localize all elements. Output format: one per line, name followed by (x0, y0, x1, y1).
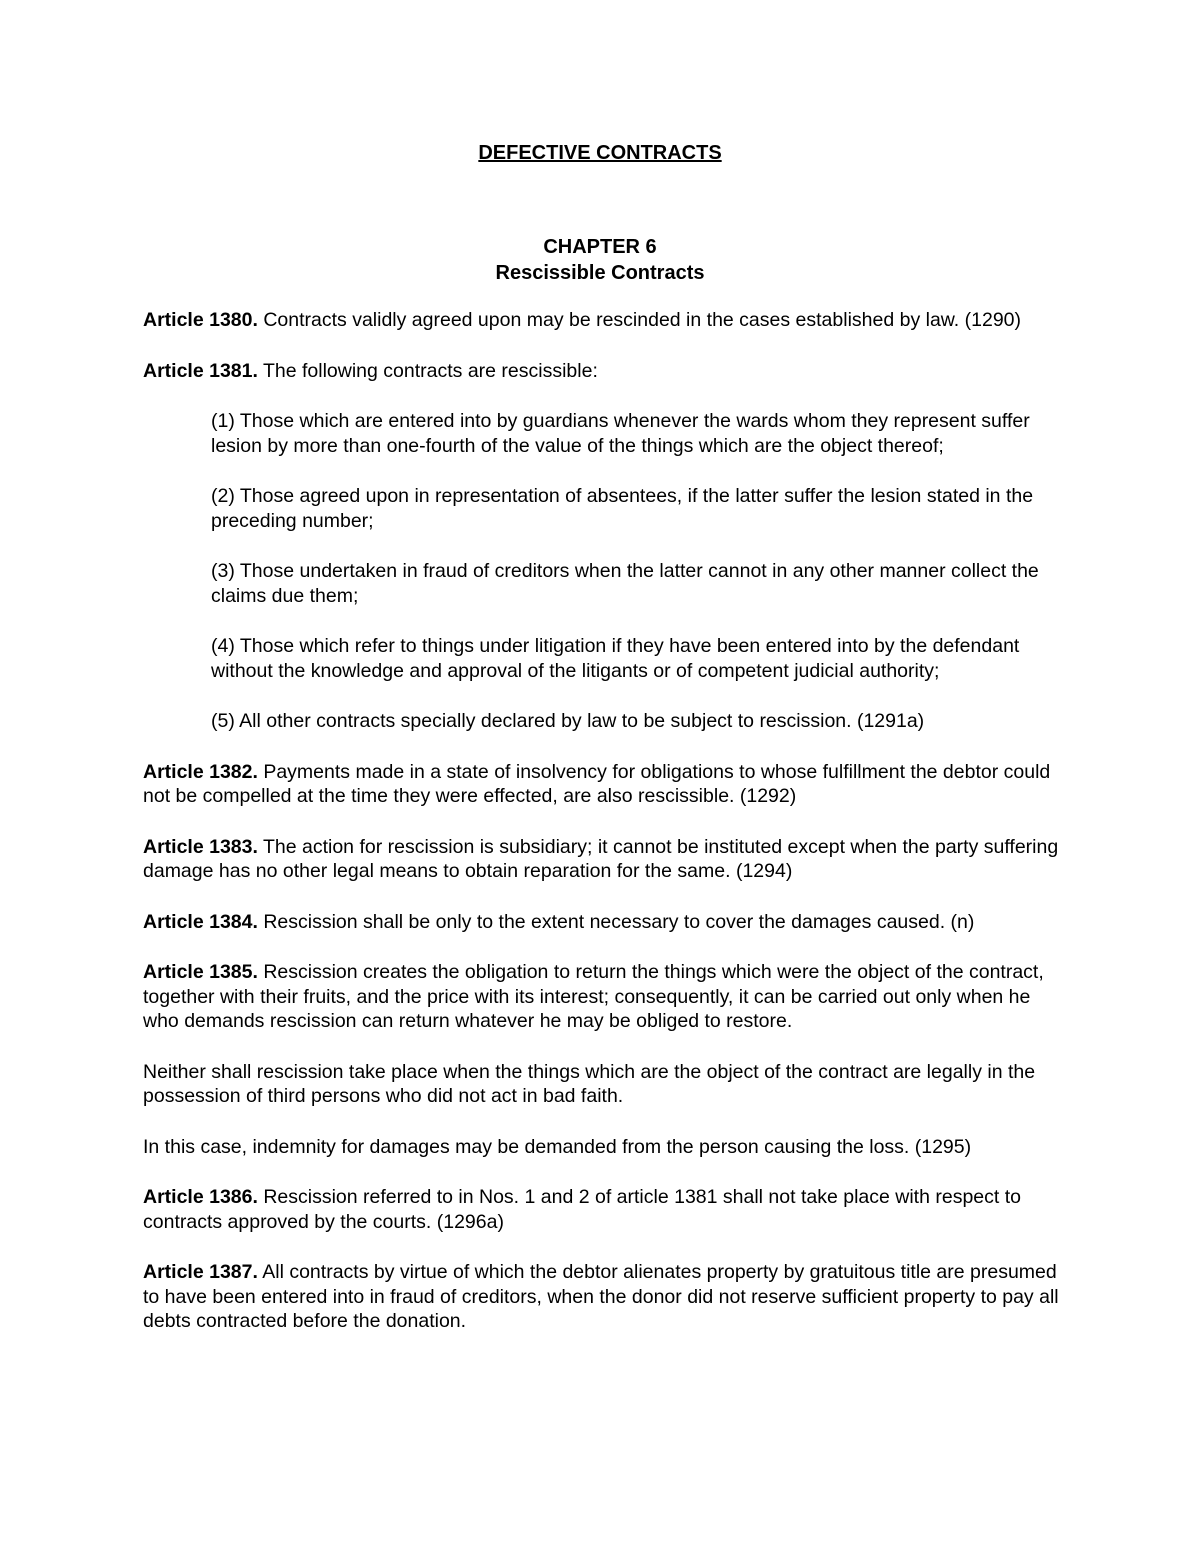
article-label: Article 1387. (143, 1261, 258, 1283)
chapter-number: CHAPTER 6 (543, 236, 657, 258)
article-paragraph (143, 760, 1063, 809)
document-title: DEFECTIVE CONTRACTS (478, 142, 722, 164)
list-item (211, 484, 1063, 533)
paragraph-text: (4) Those which refer to things under litigation if they have been entered into by the defendant without the knowledge and approval of the litigants or of competent judicial authority; (211, 635, 1020, 682)
paragraph-text: Neither shall rescission take place when the things which are the object of the contract are legally in the possession of third persons who did not act in bad faith. (143, 1060, 1036, 1107)
paragraph-text: All contracts by virtue of which the debtor alienates property by gratuitous title are presumed to have been entered into in fraud of creditors, when the donor did not reserve sufficient property to pay all debts contracted before the donation. (143, 1261, 1059, 1332)
paragraph-text: Rescission creates the obligation to return the things which were the object of the contract, together with their fruits, and the price with its interest; consequently, it can be carried out only when he who demands rescission can return whatever he may be obliged to restore. (143, 961, 1044, 1032)
paragraph-text: In this case, indemnity for damages may be demanded from the person causing the loss. (1295) (143, 1135, 972, 1158)
paragraph-text: Contracts validly agreed upon may be rescinded in the cases established by law. (1290) (257, 309, 1022, 331)
chapter-heading (0, 234, 1200, 286)
article-paragraph (143, 835, 1063, 884)
paragraph-text: (3) Those undertaken in fraud of creditors when the latter cannot in any other manner collect the claims due them; (211, 560, 1039, 607)
article-label: Article 1384. (143, 910, 258, 933)
article-label: Article 1383. (143, 835, 258, 858)
article-label: Article 1382. (143, 760, 258, 783)
article-label: Article 1381. (143, 359, 258, 382)
document-body (143, 308, 1063, 1360)
article-label: Article 1380. (143, 309, 258, 331)
paragraph-text: (5) All other contracts specially declared by law to be subject to rescission. (1291a) (211, 710, 925, 732)
article-label: Article 1386. (143, 1186, 258, 1208)
paragraph (143, 1060, 1063, 1109)
paragraph-text: Payments made in a state of insolvency for obligations to whose fulfillment the debtor could not be compelled at the time they were effected, are also rescissible. (1292) (143, 760, 1051, 807)
paragraph-text: (1) Those which are entered into by guardians whenever the wards whom they represent suffer lesion by more than one-fourth of the value of the things which are the object thereof; (211, 410, 1030, 457)
article-paragraph (143, 910, 1063, 935)
list-item (211, 559, 1063, 608)
paragraph (143, 1135, 1063, 1160)
chapter-title: Rescissible Contracts (495, 262, 705, 284)
paragraph-text: Rescission shall be only to the extent necessary to cover the damages caused. (n) (257, 910, 975, 933)
article-paragraph (143, 308, 1063, 333)
list-item (211, 409, 1063, 458)
paragraph-text: (2) Those agreed upon in representation of absentees, if the latter suffer the lesion stated in the preceding number; (211, 485, 1034, 532)
list-item (211, 634, 1063, 683)
list-item (211, 709, 1063, 734)
paragraph-text: The following contracts are rescissible: (257, 359, 598, 382)
article-label: Article 1385. (143, 961, 258, 983)
article-paragraph (143, 1185, 1063, 1234)
paragraph-text: Rescission referred to in Nos. 1 and 2 of article 1381 shall not take place with respect to contracts approved by the courts. (1296a) (143, 1186, 1021, 1233)
article-paragraph (143, 1260, 1063, 1334)
article-paragraph (143, 960, 1063, 1034)
paragraph-text: The action for rescission is subsidiary; it cannot be instituted except when the party suffering damage has no other legal means to obtain reparation for the same. (1294) (143, 835, 1059, 882)
article-paragraph (143, 359, 1063, 384)
